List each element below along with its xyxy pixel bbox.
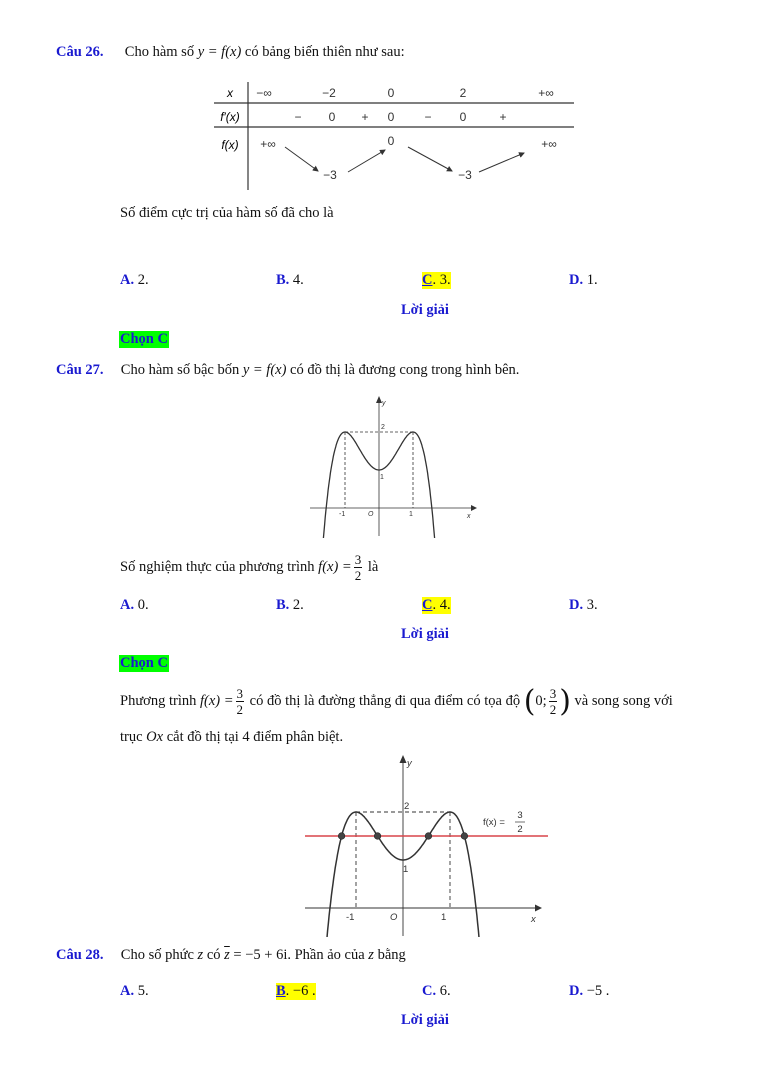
f-value: 0 bbox=[387, 134, 395, 148]
f-value: −3 bbox=[458, 168, 472, 182]
q26-option-c[interactable]: C. 3. bbox=[422, 272, 451, 288]
x-label: x bbox=[531, 914, 536, 925]
explain-math: f(x) = bbox=[199, 692, 234, 709]
q26-question: Số điểm cực trị của hàm số đã cho là bbox=[120, 205, 334, 221]
fraction-3-2: $\frac{3}{2}$ bbox=[236, 686, 244, 717]
q28-stem-text: Cho số phức bbox=[120, 947, 198, 963]
line-label-num: 3 bbox=[517, 810, 523, 821]
q26-stem-text-2: có bảng biến thiên như sau: bbox=[241, 44, 405, 60]
q26-option-d[interactable]: D. 1. bbox=[569, 272, 598, 288]
q26-option-a[interactable]: A. 2. bbox=[120, 272, 149, 288]
q26-answer: Chọn C bbox=[120, 331, 168, 347]
q27-question-math: f(x) = bbox=[318, 558, 352, 575]
arrow-up-icon bbox=[479, 153, 524, 172]
q27-answer: Chọn C bbox=[120, 655, 168, 671]
row-x-label: x bbox=[227, 86, 233, 100]
fp-sign: − bbox=[424, 110, 432, 124]
intersection-point bbox=[461, 833, 468, 840]
tick-1: 1 bbox=[403, 864, 409, 875]
q28-stem-text-2: có bbox=[203, 947, 225, 963]
z-symbol: z bbox=[197, 947, 204, 963]
q28-equation: = −5 + 6i bbox=[229, 947, 288, 963]
f-value: +∞ bbox=[541, 137, 557, 151]
fraction-3-2: $\frac{3}{2}$ bbox=[354, 552, 362, 583]
variation-table bbox=[212, 80, 577, 192]
explain-line2-text: trục bbox=[120, 729, 147, 745]
tick-2: 2 bbox=[404, 801, 410, 812]
q27-stem-math: y = f(x) bbox=[242, 362, 287, 378]
f-value: −3 bbox=[323, 168, 337, 182]
arrow-down-icon bbox=[285, 147, 318, 171]
q27-stem bbox=[56, 362, 519, 379]
q27-option-d[interactable]: D. 3. bbox=[569, 597, 598, 613]
explain-text: Phương trình bbox=[120, 692, 200, 709]
q27-label: Câu 27. bbox=[56, 362, 104, 378]
intersection-point bbox=[338, 833, 345, 840]
explain-text-2: có đồ thị là đường thẳng đi qua điểm có tọa độ bbox=[246, 692, 524, 709]
q28-label: Câu 28. bbox=[56, 947, 104, 963]
tick-2: 2 bbox=[381, 424, 385, 431]
explain-line2-math: Ox bbox=[146, 729, 164, 745]
q28-option-c[interactable]: C. 6. bbox=[422, 983, 451, 999]
q27-option-b[interactable]: B. 2. bbox=[276, 597, 304, 613]
x-axis-arrow-icon bbox=[535, 905, 542, 912]
q27-option-c[interactable]: C. 4. bbox=[422, 597, 451, 613]
origin-label: O bbox=[368, 511, 374, 518]
row-fp-label: f′(x) bbox=[220, 110, 240, 124]
fp-sign: − bbox=[294, 110, 302, 124]
y-axis-arrow-icon bbox=[400, 755, 407, 763]
q27-option-a[interactable]: A. 0. bbox=[120, 597, 149, 613]
q27-solution-label: Lời giải bbox=[401, 626, 449, 642]
q28-stem bbox=[56, 947, 406, 964]
q26-stem-text: Cho hàm số bbox=[124, 44, 198, 60]
z-symbol: z bbox=[368, 947, 374, 963]
row-f-label: f(x) bbox=[221, 138, 239, 152]
intersection-point bbox=[425, 833, 432, 840]
q27-stem-text: Cho hàm số bậc bốn bbox=[120, 362, 243, 378]
intersection-point bbox=[374, 833, 381, 840]
q28-solution-label: Lời giải bbox=[401, 1012, 449, 1028]
q26-solution-label: Lời giải bbox=[401, 302, 449, 318]
fraction-3-2: $\frac{3}{2}$ bbox=[549, 686, 557, 717]
q26-label: Câu 26. bbox=[56, 44, 104, 60]
q27-question-text-2: là bbox=[364, 558, 379, 575]
fp-sign: 0 bbox=[328, 110, 336, 124]
graph-1 bbox=[305, 393, 480, 538]
fp-sign: + bbox=[361, 110, 369, 124]
q27-explanation-line-2 bbox=[120, 729, 343, 746]
fp-sign: 0 bbox=[459, 110, 467, 124]
arrow-down-icon bbox=[408, 147, 452, 171]
explain-text-3: và song song với bbox=[570, 692, 673, 709]
f-value: +∞ bbox=[260, 137, 276, 151]
tick-minus-1: -1 bbox=[339, 511, 346, 518]
tick-minus-1: -1 bbox=[346, 912, 355, 923]
x-axis-arrow-icon bbox=[471, 505, 477, 511]
q28-stem-text-3: . Phần ảo của bbox=[287, 947, 369, 963]
tick-plus-1: 1 bbox=[441, 912, 447, 923]
z-conjugate-symbol: $\overline{z}$ bbox=[224, 947, 230, 963]
y-label: y bbox=[382, 400, 386, 407]
q28-option-d[interactable]: D. −5 . bbox=[569, 983, 610, 999]
tick-plus-1: 1 bbox=[409, 511, 413, 518]
fp-sign: + bbox=[499, 110, 507, 124]
fp-sign: 0 bbox=[387, 110, 395, 124]
y-label: y bbox=[407, 758, 412, 769]
q27-question bbox=[120, 553, 378, 582]
tick-1: 1 bbox=[380, 474, 384, 481]
x-label: x bbox=[467, 513, 471, 520]
q26-stem bbox=[56, 44, 405, 61]
line-label: f(x) = bbox=[483, 817, 505, 828]
q27-question-text: Số nghiệm thực của phương trình bbox=[120, 558, 319, 575]
arrow-up-icon bbox=[348, 150, 385, 172]
q28-option-a[interactable]: A. 5. bbox=[120, 983, 149, 999]
line-label-den: 2 bbox=[517, 824, 523, 835]
graph-2 bbox=[300, 752, 550, 937]
q28-option-b[interactable]: B. −6 . bbox=[276, 983, 316, 999]
x-value: −∞ bbox=[256, 86, 272, 100]
x-value: 0 bbox=[387, 86, 395, 100]
explain-point: 0; bbox=[535, 692, 547, 709]
x-value: +∞ bbox=[538, 86, 554, 100]
x-value: −2 bbox=[322, 86, 336, 100]
q27-stem-text-2: có đồ thị là đương cong trong hình bên. bbox=[286, 362, 520, 378]
explain-line2-text-2: cắt đồ thị tại 4 điểm phân biệt. bbox=[163, 729, 344, 745]
x-value: 2 bbox=[459, 86, 467, 100]
q26-stem-math: y = f(x) bbox=[197, 44, 242, 60]
q28-stem-text-4: bằng bbox=[373, 947, 406, 963]
q27-explanation-line-1: Phương trình f(x) = $\frac{3}{2}$ có đồ thị là đường thẳng đi qua điểm có tọa độ (0; $\frac{3}{2}$ ) và song song với bbox=[120, 684, 673, 719]
q26-option-b[interactable]: B. 4. bbox=[276, 272, 304, 288]
origin-label: O bbox=[390, 912, 398, 923]
